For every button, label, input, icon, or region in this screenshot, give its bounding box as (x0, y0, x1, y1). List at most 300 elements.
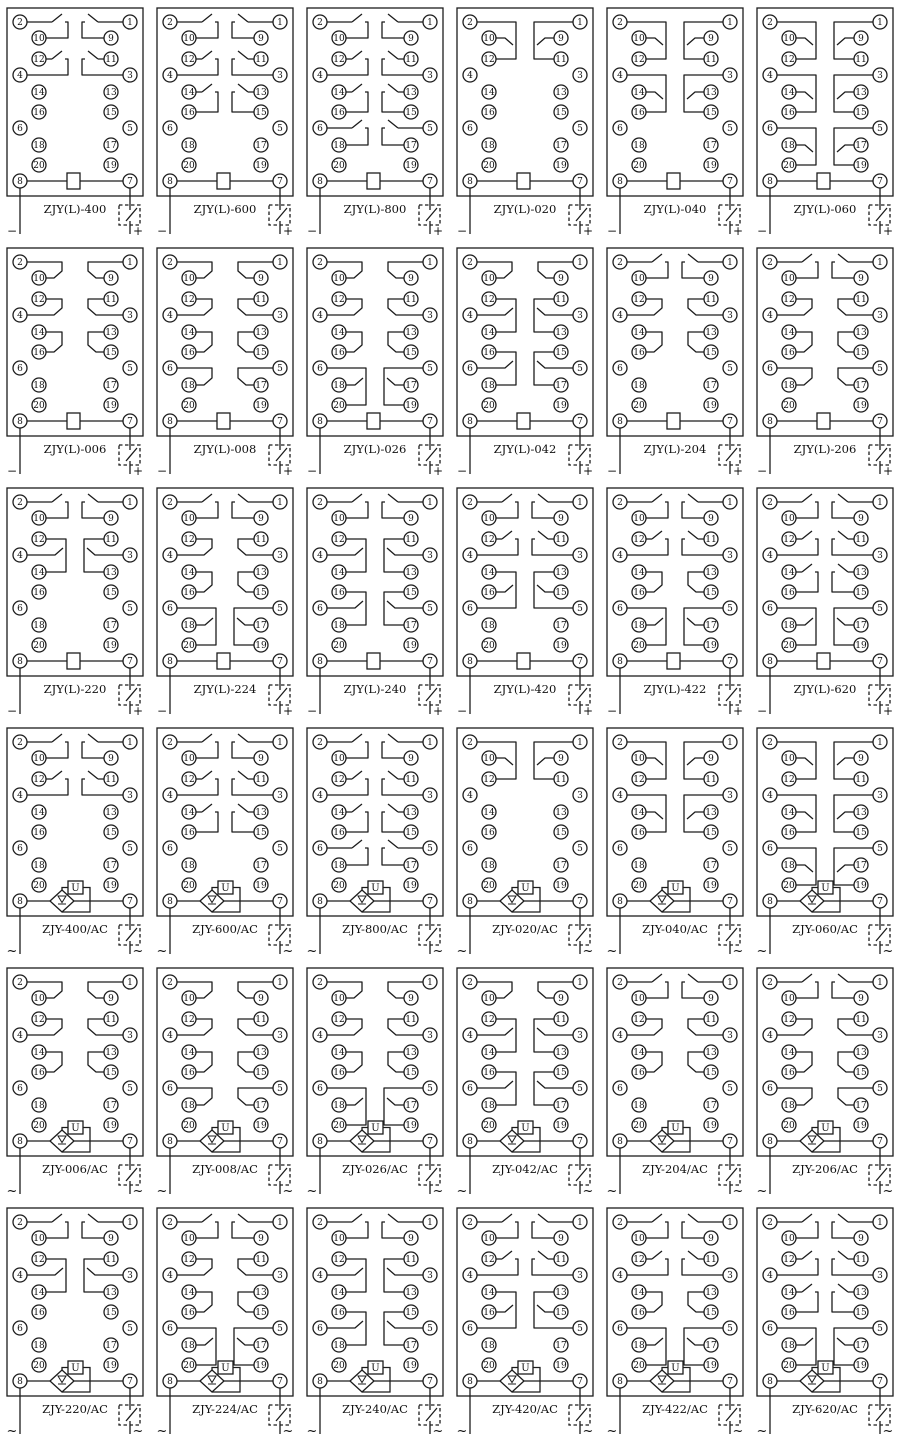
diagram-label: ZJY(L)-206 (793, 442, 857, 456)
terminal-number: 7 (577, 1377, 583, 1388)
terminal-number: 9 (558, 34, 564, 45)
polarity-left: − (756, 464, 768, 478)
rectifier-unit-label: U (371, 1363, 380, 1374)
terminal-number: 4 (767, 1031, 773, 1042)
terminal-number: 1 (277, 498, 283, 509)
relay-pinout-diagram (600, 2, 750, 242)
terminal-number: 14 (183, 328, 195, 339)
terminal-number: 2 (617, 1218, 623, 1229)
terminal-number: 4 (17, 551, 23, 562)
terminal-number: 1 (277, 1218, 283, 1229)
terminal-number: 1 (427, 1218, 433, 1229)
polarity-left: ~ (606, 1184, 618, 1199)
terminal-number: 3 (727, 311, 733, 322)
terminal-number: 17 (255, 1101, 267, 1112)
terminal-number: 7 (877, 417, 883, 428)
polarity-right: ~ (732, 1424, 744, 1439)
terminal-number: 12 (33, 295, 45, 306)
terminal-number: 14 (483, 1048, 495, 1059)
terminal-number: 19 (255, 1121, 267, 1132)
terminal-number: 17 (705, 861, 717, 872)
terminal-number: 20 (633, 1361, 645, 1372)
terminal-number: 7 (277, 1137, 283, 1148)
terminal-number: 17 (105, 621, 117, 632)
terminal-number: 16 (633, 348, 645, 359)
terminal-number: 9 (708, 34, 714, 45)
terminal-number: 5 (427, 124, 433, 135)
polarity-right: + (882, 464, 894, 478)
terminal-number: 20 (183, 641, 195, 652)
terminal-number: 13 (705, 1288, 717, 1299)
diagram-label: ZJY(L)-042 (493, 442, 557, 456)
terminals (763, 15, 887, 188)
polarity-left: ~ (156, 1184, 168, 1199)
terminal-number: 11 (855, 295, 867, 306)
terminal-number: 7 (427, 177, 433, 188)
polarity-right: + (282, 704, 294, 718)
terminal-number: 10 (783, 274, 795, 285)
terminal-number: 15 (705, 1308, 717, 1319)
terminal-number: 6 (617, 1084, 623, 1095)
terminal-number: 2 (167, 18, 173, 29)
terminal-number: 1 (727, 258, 733, 269)
terminal-number: 13 (855, 568, 867, 579)
polarity-right: ~ (582, 1424, 594, 1439)
terminal-number: 5 (727, 364, 733, 375)
terminal-number: 4 (617, 1271, 623, 1282)
relay-pinout-diagram (600, 242, 750, 482)
terminal-number: 7 (277, 657, 283, 668)
relay-outline (457, 8, 593, 196)
terminal-number: 13 (105, 328, 117, 339)
terminal-number: 15 (255, 1068, 267, 1079)
terminal-number: 5 (577, 364, 583, 375)
terminal-number: 20 (633, 161, 645, 172)
coil (477, 653, 573, 669)
terminal-number: 2 (467, 978, 473, 989)
relay-pinout-diagram (300, 242, 450, 482)
diagram-label: ZJY-620/AC (792, 1402, 858, 1416)
polarity-right: + (282, 224, 294, 238)
terminal-number: 4 (167, 791, 173, 802)
terminal-number: 20 (33, 401, 45, 412)
terminal-number: 14 (633, 88, 645, 99)
terminal-number: 8 (317, 657, 323, 668)
terminal-number: 15 (555, 828, 567, 839)
terminal-number: 4 (17, 791, 23, 802)
relay-pinout-diagram (150, 962, 300, 1202)
terminals (163, 15, 287, 188)
terminal-number: 16 (483, 348, 495, 359)
terminal-number: 14 (783, 808, 795, 819)
polarity-left: − (156, 704, 168, 718)
terminal-number: 4 (167, 311, 173, 322)
terminal-number: 1 (277, 738, 283, 749)
terminal-number: 4 (17, 311, 23, 322)
terminal-number: 20 (333, 401, 345, 412)
terminal-number: 10 (183, 514, 195, 525)
terminal-number: 2 (767, 258, 773, 269)
terminal-number: 1 (127, 258, 133, 269)
terminal-number: 17 (105, 861, 117, 872)
terminal-number: 8 (617, 897, 623, 908)
terminal-number: 17 (705, 1101, 717, 1112)
terminal-number: 7 (727, 1137, 733, 1148)
terminal-number: 1 (877, 18, 883, 29)
terminal-number: 17 (705, 381, 717, 392)
terminal-number: 3 (427, 311, 433, 322)
terminal-number: 18 (483, 1341, 495, 1352)
terminal-number: 11 (705, 1255, 717, 1266)
terminal-number: 12 (183, 55, 195, 66)
terminal-number: 20 (333, 161, 345, 172)
terminal-number: 2 (767, 18, 773, 29)
terminal-number: 19 (855, 1121, 867, 1132)
terminal-number: 6 (767, 844, 773, 855)
polarity-right: + (582, 464, 594, 478)
terminal-number: 4 (317, 311, 323, 322)
relay-outline (157, 488, 293, 676)
terminal-number: 4 (317, 1271, 323, 1282)
terminal-number: 1 (877, 258, 883, 269)
diagram-label: ZJY-042/AC (492, 1162, 558, 1176)
terminal-number: 17 (855, 621, 867, 632)
terminal-number: 4 (167, 1031, 173, 1042)
diagram-label: ZJY(L)-400 (43, 202, 107, 216)
terminal-number: 18 (483, 1101, 495, 1112)
terminals (313, 495, 437, 668)
rectifier-unit-label: U (821, 883, 830, 894)
terminal-number: 13 (855, 1288, 867, 1299)
rectifier-unit-label: U (521, 883, 530, 894)
terminal-number: 6 (617, 844, 623, 855)
terminal-number: 17 (405, 861, 417, 872)
terminal-number: 19 (255, 881, 267, 892)
terminal-number: 14 (483, 88, 495, 99)
terminal-number: 6 (767, 364, 773, 375)
terminal-number: 7 (877, 1377, 883, 1388)
terminal-number: 3 (427, 551, 433, 562)
polarity-left: − (606, 704, 618, 718)
terminal-number: 3 (127, 1271, 133, 1282)
terminal-number: 17 (405, 141, 417, 152)
terminal-number: 6 (467, 364, 473, 375)
terminal-number: 10 (183, 274, 195, 285)
terminal-number: 20 (33, 161, 45, 172)
terminal-number: 16 (633, 1308, 645, 1319)
terminal-number: 17 (105, 381, 117, 392)
polarity-left: ~ (6, 944, 18, 959)
terminal-number: 2 (467, 738, 473, 749)
terminal-number: 6 (767, 604, 773, 615)
terminal-number: 6 (467, 1084, 473, 1095)
terminal-number: 15 (255, 1308, 267, 1319)
rectifier-unit-label: U (821, 1363, 830, 1374)
terminal-number: 10 (483, 754, 495, 765)
terminal-number: 11 (405, 55, 417, 66)
terminal-number: 2 (317, 1218, 323, 1229)
terminal-number: 11 (555, 535, 567, 546)
terminal-number: 4 (317, 71, 323, 82)
terminal-number: 18 (633, 1101, 645, 1112)
diagram-label: ZJY-600/AC (192, 922, 258, 936)
polarity-left: − (756, 224, 768, 238)
terminal-number: 3 (727, 1271, 733, 1282)
terminal-number: 5 (727, 844, 733, 855)
terminal-number: 3 (127, 551, 133, 562)
terminal-number: 15 (705, 348, 717, 359)
polarity-left: − (456, 464, 468, 478)
terminal-number: 8 (767, 417, 773, 428)
relay-pinout-diagram (450, 962, 600, 1202)
terminal-number: 20 (783, 641, 795, 652)
terminal-number: 19 (555, 401, 567, 412)
terminal-number: 17 (555, 1101, 567, 1112)
terminal-number: 10 (633, 1234, 645, 1245)
diagram-label: ZJY(L)-422 (643, 682, 707, 696)
coil (177, 173, 273, 189)
terminal-number: 1 (877, 498, 883, 509)
terminal-number: 19 (555, 1361, 567, 1372)
rectifier-unit-label: U (71, 1123, 80, 1134)
terminal-number: 20 (183, 1121, 195, 1132)
relay-pinout-diagram (600, 722, 750, 962)
terminal-number: 6 (167, 1324, 173, 1335)
terminal-number: 18 (483, 621, 495, 632)
terminal-number: 7 (577, 1137, 583, 1148)
diagram-label: ZJY-206/AC (792, 1162, 858, 1176)
terminal-number: 13 (555, 328, 567, 339)
terminal-number: 3 (427, 1271, 433, 1282)
terminal-number: 9 (258, 994, 264, 1005)
terminal-number: 8 (617, 177, 623, 188)
terminal-number: 7 (277, 177, 283, 188)
relay-pinout-diagram (750, 962, 900, 1202)
terminal-number: 8 (17, 657, 23, 668)
terminal-number: 13 (855, 328, 867, 339)
terminals (313, 255, 437, 428)
polarity-left: ~ (156, 1424, 168, 1439)
terminal-number: 20 (783, 161, 795, 172)
terminal-number: 5 (577, 844, 583, 855)
terminal-number: 4 (167, 71, 173, 82)
diagram-label: ZJY(L)-008 (193, 442, 257, 456)
rectifier-unit-label: U (371, 883, 380, 894)
terminal-number: 19 (855, 401, 867, 412)
terminal-number: 5 (577, 604, 583, 615)
terminal-number: 5 (877, 1324, 883, 1335)
relay-outline (457, 248, 593, 436)
terminal-number: 12 (783, 295, 795, 306)
terminal-number: 6 (17, 604, 23, 615)
terminal-number: 18 (183, 1341, 195, 1352)
terminal-number: 20 (183, 881, 195, 892)
terminal-number: 14 (333, 568, 345, 579)
terminal-number: 10 (483, 34, 495, 45)
relay-outline (7, 488, 143, 676)
terminal-number: 7 (577, 897, 583, 908)
terminal-number: 2 (617, 498, 623, 509)
terminal-number: 6 (767, 1084, 773, 1095)
polarity-right: + (732, 704, 744, 718)
terminal-number: 3 (127, 791, 133, 802)
terminal-number: 15 (105, 1308, 117, 1319)
coil (327, 173, 423, 189)
relay-pinout-diagram (450, 1202, 600, 1442)
terminal-number: 12 (183, 535, 195, 546)
relay-pinout-diagram (600, 962, 750, 1202)
terminal-number: 8 (167, 177, 173, 188)
terminal-number: 3 (427, 791, 433, 802)
terminal-number: 19 (105, 161, 117, 172)
terminal-number: 13 (705, 88, 717, 99)
terminal-number: 19 (705, 1361, 717, 1372)
coil (627, 173, 723, 189)
rectifier-unit-label: U (521, 1123, 530, 1134)
terminal-number: 4 (317, 1031, 323, 1042)
terminal-number: 9 (108, 274, 114, 285)
diagram-label: ZJY(L)-240 (343, 682, 407, 696)
terminal-number: 18 (483, 141, 495, 152)
terminal-number: 13 (105, 88, 117, 99)
terminal-number: 16 (33, 1308, 45, 1319)
terminal-number: 19 (555, 161, 567, 172)
terminal-number: 13 (405, 568, 417, 579)
terminal-number: 18 (183, 141, 195, 152)
terminal-number: 14 (783, 88, 795, 99)
terminal-number: 5 (427, 1324, 433, 1335)
terminal-number: 20 (33, 881, 45, 892)
terminal-number: 15 (255, 828, 267, 839)
polarity-right: ~ (582, 944, 594, 959)
terminal-number: 18 (33, 381, 45, 392)
terminal-number: 9 (858, 514, 864, 525)
polarity-left: − (6, 224, 18, 238)
rectifier-unit-label: U (521, 1363, 530, 1374)
polarity-right: + (882, 224, 894, 238)
coil (27, 173, 123, 189)
terminal-number: 20 (483, 161, 495, 172)
terminal-number: 11 (855, 535, 867, 546)
polarity-right: + (432, 464, 444, 478)
terminal-number: 9 (408, 514, 414, 525)
polarity-right: ~ (282, 944, 294, 959)
relay-pinout-diagram (0, 482, 150, 722)
terminal-number: 20 (33, 641, 45, 652)
terminal-number: 3 (277, 1271, 283, 1282)
terminal-number: 7 (127, 1377, 133, 1388)
coil (627, 653, 723, 669)
diagram-label: ZJY(L)-420 (493, 682, 557, 696)
terminal-number: 2 (617, 18, 623, 29)
terminal-number: 11 (105, 295, 117, 306)
terminal-number: 3 (127, 71, 133, 82)
terminal-number: 12 (183, 1015, 195, 1026)
terminal-number: 9 (558, 514, 564, 525)
terminal-number: 3 (427, 1031, 433, 1042)
relay-pinout-diagram (750, 482, 900, 722)
terminal-number: 12 (483, 55, 495, 66)
polarity-right: ~ (282, 1184, 294, 1199)
relay-pinout-diagram (450, 242, 600, 482)
terminal-number: 11 (555, 1255, 567, 1266)
terminal-number: 7 (727, 897, 733, 908)
terminal-number: 3 (727, 71, 733, 82)
terminal-number: 18 (633, 141, 645, 152)
terminal-number: 16 (183, 1068, 195, 1079)
terminal-number: 13 (705, 1048, 717, 1059)
relay-outline (757, 248, 893, 436)
terminal-number: 10 (33, 34, 45, 45)
terminals (463, 255, 587, 428)
terminal-number: 3 (577, 551, 583, 562)
terminal-number: 8 (467, 657, 473, 668)
terminal-number: 3 (577, 1271, 583, 1282)
terminal-number: 1 (877, 738, 883, 749)
terminal-number: 15 (705, 828, 717, 839)
terminal-number: 5 (727, 604, 733, 615)
terminal-number: 6 (467, 1324, 473, 1335)
polarity-right: + (132, 464, 144, 478)
terminal-number: 5 (577, 1084, 583, 1095)
terminal-number: 16 (183, 588, 195, 599)
terminal-number: 11 (255, 535, 267, 546)
relay-pinout-diagram (600, 482, 750, 722)
polarity-right: + (432, 704, 444, 718)
terminal-number: 14 (633, 568, 645, 579)
terminal-number: 19 (405, 881, 417, 892)
diagram-label: ZJY-204/AC (642, 1162, 708, 1176)
terminal-number: 11 (555, 295, 567, 306)
terminal-number: 18 (33, 1101, 45, 1112)
terminal-number: 8 (617, 417, 623, 428)
terminal-number: 12 (783, 1255, 795, 1266)
terminal-number: 17 (255, 621, 267, 632)
terminal-number: 9 (258, 754, 264, 765)
terminal-number: 6 (317, 1324, 323, 1335)
terminal-number: 15 (555, 1308, 567, 1319)
terminal-number: 12 (483, 775, 495, 786)
terminal-number: 15 (105, 828, 117, 839)
terminal-number: 10 (33, 514, 45, 525)
terminal-number: 12 (33, 55, 45, 66)
terminal-number: 12 (783, 55, 795, 66)
terminal-number: 10 (33, 274, 45, 285)
rectifier-unit-label: U (671, 1363, 680, 1374)
relay-pinout-diagram (450, 722, 600, 962)
terminal-number: 6 (317, 124, 323, 135)
terminal-number: 3 (277, 311, 283, 322)
terminal-number: 4 (767, 551, 773, 562)
terminal-number: 18 (333, 1101, 345, 1112)
terminal-number: 19 (405, 161, 417, 172)
terminal-number: 10 (333, 994, 345, 1005)
terminal-number: 9 (558, 754, 564, 765)
terminal-number: 18 (783, 621, 795, 632)
terminal-number: 12 (783, 535, 795, 546)
terminal-number: 11 (255, 295, 267, 306)
terminal-number: 2 (317, 738, 323, 749)
terminal-number: 16 (33, 588, 45, 599)
terminal-number: 13 (405, 88, 417, 99)
terminal-number: 5 (877, 1084, 883, 1095)
terminal-number: 1 (577, 498, 583, 509)
terminal-number: 2 (167, 978, 173, 989)
terminal-number: 18 (333, 381, 345, 392)
diagram-label: ZJY-060/AC (792, 922, 858, 936)
terminal-number: 14 (183, 1288, 195, 1299)
terminal-number: 10 (333, 1234, 345, 1245)
